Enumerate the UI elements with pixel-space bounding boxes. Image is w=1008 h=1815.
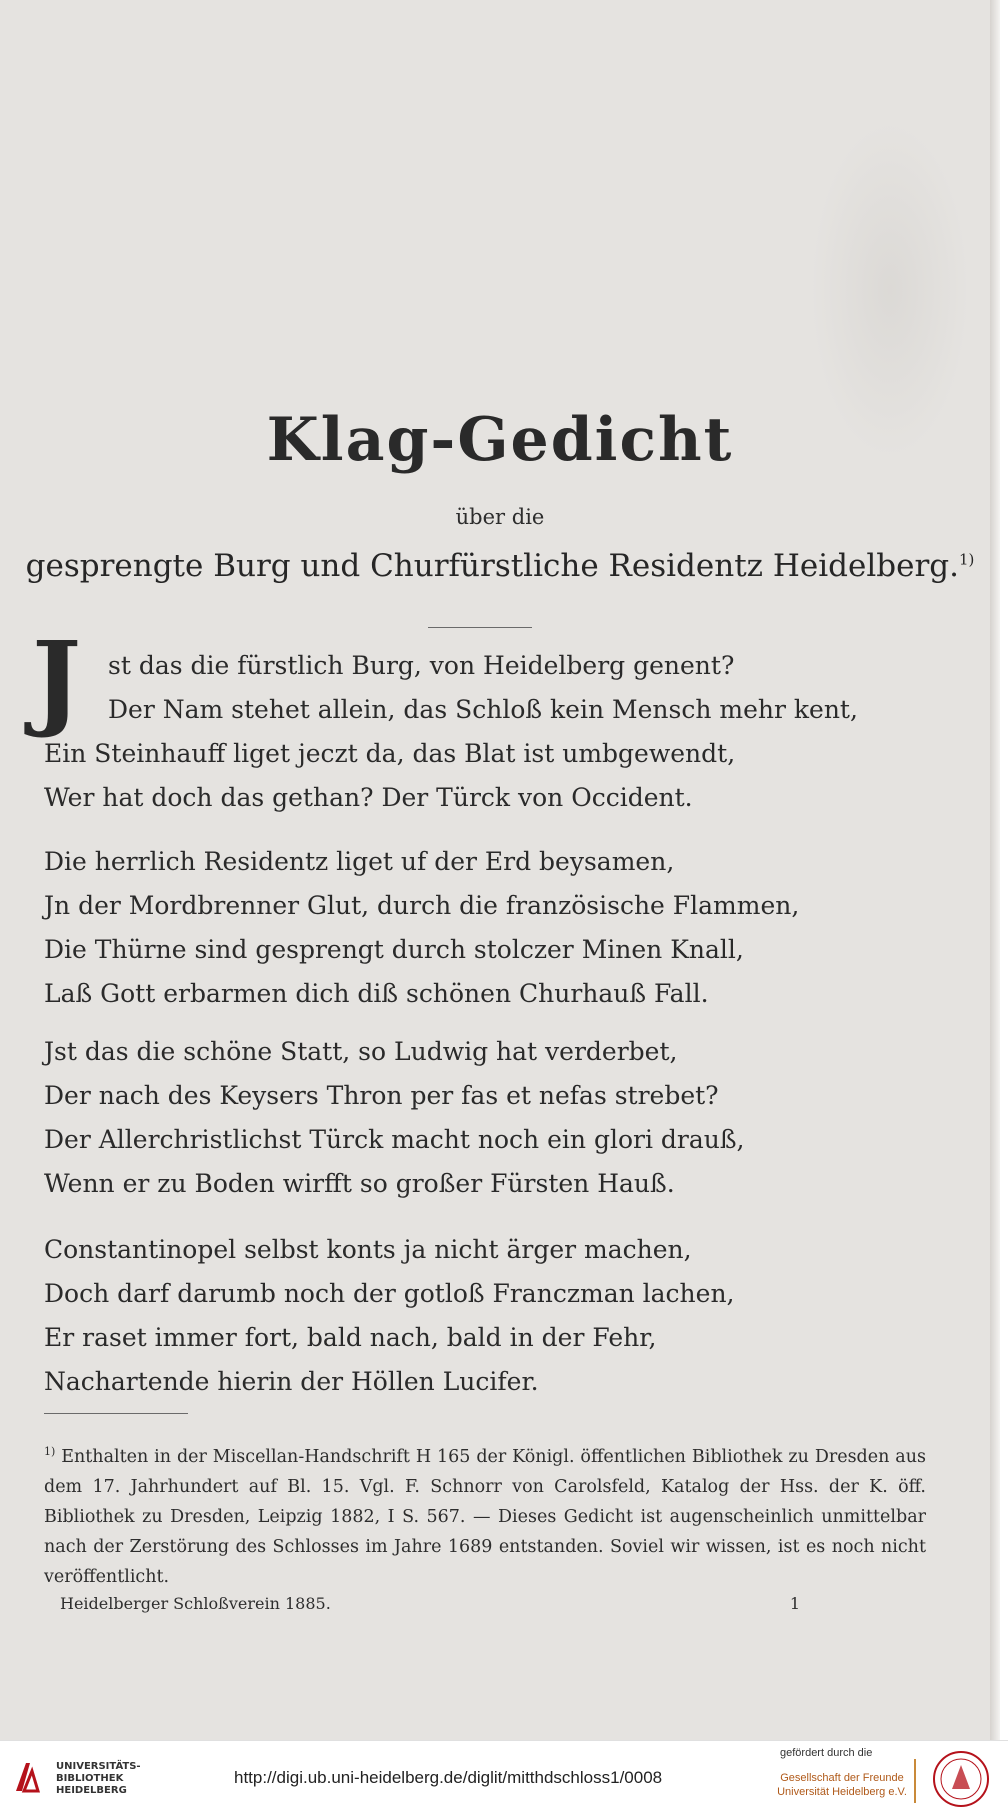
page-footer: [60, 1594, 800, 1613]
verse-line: Der nach des Keysers Thron per fas et nefas strebet?: [44, 1081, 719, 1110]
sponsor-name-line: Universität Heidelberg e.V.: [777, 1786, 907, 1798]
verse-line: Nachartende hierin der Höllen Lucifer.: [44, 1367, 539, 1396]
verse-line: Die herrlich Residentz liget uf der Erd beysamen,: [44, 847, 675, 876]
verse-line: Ein Steinhauff liget jeczt da, das Blat ist umbgewendt,: [44, 739, 736, 768]
verse-line: Der Allerchristlichst Türck macht noch ein glori drauß,: [44, 1125, 745, 1154]
footer-publisher: Heidelberger Schloßverein 1885.: [60, 1594, 331, 1613]
viewer-bar: [0, 1740, 1008, 1815]
subtitle-footnote-mark: 1): [958, 550, 975, 569]
sponsor-label: gefördert durch die: [780, 1747, 873, 1759]
subtitle-text: gesprengte Burg und Churfürstliche Residentz Heidelberg.: [25, 548, 959, 584]
footnote-rule: [44, 1413, 188, 1414]
drop-cap: J: [32, 618, 82, 741]
stanza-2: [44, 840, 924, 1016]
subtitle-large: [0, 548, 1000, 584]
university-seal-icon[interactable]: [928, 1749, 994, 1809]
footnote-mark: 1): [44, 1445, 56, 1458]
verse-line: Laß Gott erbarmen dich diß schönen Churhauß Fall.: [44, 979, 709, 1008]
library-name-line: BIBLIOTHEK: [56, 1773, 124, 1784]
verse-line: st das die fürstlich Burg, von Heidelberg genent?: [108, 651, 735, 680]
permalink-url[interactable]: http://digi.ub.uni-heidelberg.de/diglit/mitthdschloss1/0008: [234, 1768, 663, 1787]
sponsor-divider: [914, 1759, 916, 1803]
title-rule: [428, 627, 532, 628]
library-name[interactable]: [56, 1761, 141, 1797]
university-library-logo-icon[interactable]: [12, 1757, 42, 1797]
verse-line: Er raset immer fort, bald nach, bald in der Fehr,: [44, 1323, 657, 1352]
stanza-1: [44, 644, 924, 820]
page-edge: [990, 0, 1000, 1740]
page-number: 1: [789, 1594, 800, 1613]
verse-line: Doch darf darumb noch der gotloß Franczman lachen,: [44, 1279, 735, 1308]
sponsor-name-line: Gesellschaft der Freunde: [780, 1772, 904, 1784]
verse-line: Der Nam stehet allein, das Schloß kein Mensch mehr kent,: [108, 695, 858, 724]
footnote-text: Enthalten in der Miscellan-Handschrift H 165 der Königl. öffentlichen Bibliothek zu Dresden aus dem 17. Jahrhundert auf Bl. 15. Vgl. F. Schnorr von Carolsfeld, Katalog der Hss. der K. öff. Bibliothek zu Dresden, Leipzig 1882, I S. 567. — Dieses Gedicht ist augenscheinlich unmittelbar nach der Zerstörung des Schlosses im Jahre 1689 entstanden. Soviel wir wissen, ist es noch nicht veröffentlicht.: [44, 1446, 926, 1587]
library-name-line: HEIDELBERG: [56, 1785, 127, 1796]
verse-line: Jst das die schöne Statt, so Ludwig hat verderbet,: [44, 1037, 678, 1066]
sponsor-name[interactable]: [776, 1771, 908, 1799]
subtitle-small: über die: [455, 505, 545, 529]
verse-line: Wenn er zu Boden wirfft so großer Fürsten Hauß.: [44, 1169, 675, 1198]
stanza-4: [44, 1228, 924, 1404]
verse-line: Die Thürne sind gesprengt durch stolczer Minen Knall,: [44, 935, 744, 964]
footnote: [44, 1437, 926, 1592]
stanza-3: [44, 1030, 924, 1206]
poem-title: Klag-Gedicht: [266, 405, 734, 475]
verse-line: Jn der Mordbrenner Glut, durch die französische Flammen,: [44, 891, 800, 920]
verse-line: Constantinopel selbst konts ja nicht ärger machen,: [44, 1235, 692, 1264]
library-name-line: UNIVERSITÄTS-: [56, 1761, 141, 1772]
verse-line: Wer hat doch das gethan? Der Türck von Occident.: [44, 783, 693, 812]
